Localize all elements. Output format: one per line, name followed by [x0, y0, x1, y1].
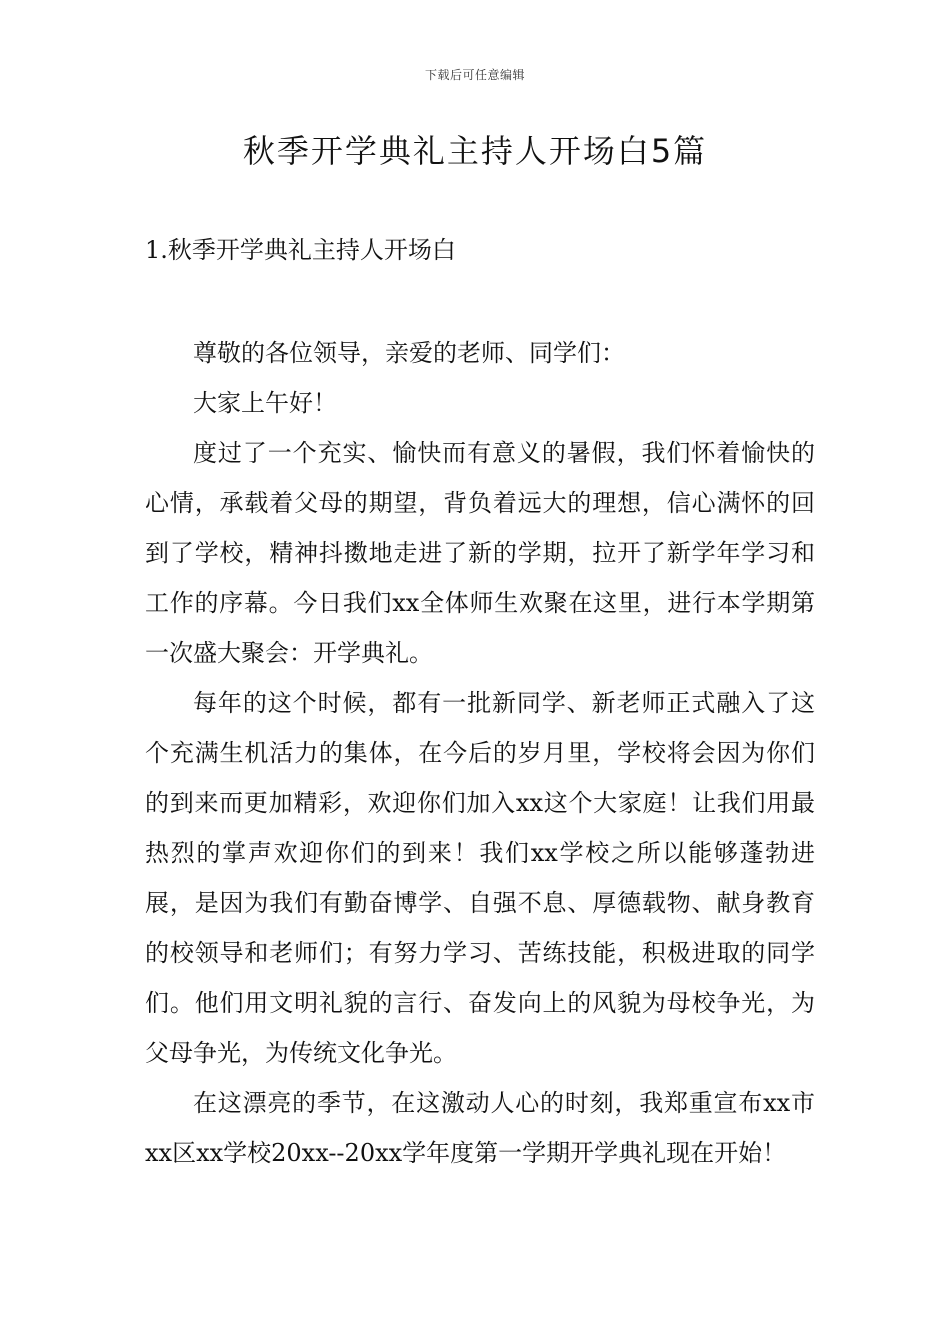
section-heading: 1.秋季开学典礼主持人开场白 — [145, 236, 456, 264]
paragraph-body: 每年的这个时候，都有一批新同学、新老师正式融入了这个充满生机活力的集体，在今后的岁月里，学校将会因为你们的到来而更加精彩，欢迎你们加入xx这个大家庭！让我们用最热烈的掌声欢迎你们的到来！我们xx学校之所以能够蓬勃进展，是因为我们有勤奋博学、自强不息、厚德载物、献身教育的校领导和老师们；有努力学习、苦练技能，积极进取的同学们。他们用文明礼貌的言行、奋发向上的风貌为母校争光，为父母争光，为传统文化争光。 — [145, 689, 815, 1067]
paragraph-salutation: 尊敬的各位领导，亲爱的老师、同学们： — [193, 339, 625, 367]
paragraph-announcement: 在这漂亮的季节，在这激动人心的时刻，我郑重宣布xx市xx区xx学校20xx--20xx学年度第一学期开学典礼现在开始！ — [145, 1089, 815, 1167]
document-title: 秋季开学典礼主持人开场白5篇 — [242, 132, 708, 170]
paragraph-greeting: 大家上午好！ — [193, 389, 337, 417]
header-note: 下载后可任意编辑 — [424, 68, 525, 82]
paragraph-body: 度过了一个充实、愉快而有意义的暑假，我们怀着愉快的心情，承载着父母的期望，背负着远大的理想，信心满怀的回到了学校，精神抖擞地走进了新的学期，拉开了新学年学习和工作的序幕。今日我们xx全体师生欢聚在这里，进行本学期第一次盛大聚会：开学典礼。 — [145, 439, 815, 667]
document-body — [145, 328, 815, 1178]
